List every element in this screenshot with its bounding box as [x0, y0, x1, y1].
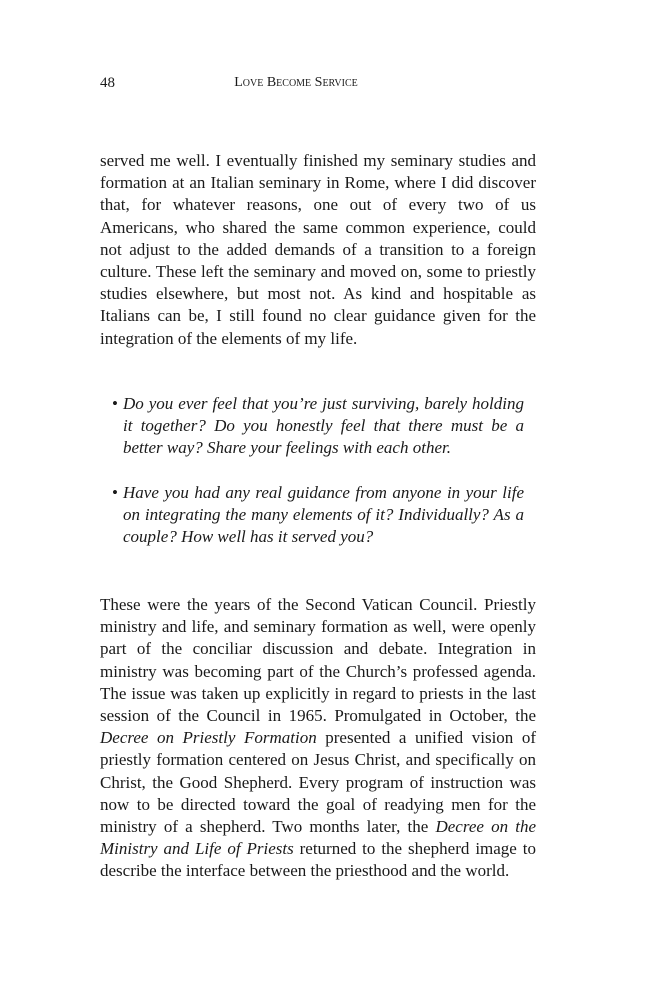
page-header: [100, 75, 536, 95]
decree-title: Decree on the Ministry and Life of Priests: [100, 817, 536, 859]
paragraph-2-text: These were the years of the Second Vatican Council. Priestly ministry and life, and seminary formation as well, were openly part of the conciliar discussion and debate. Integration in ministry was becoming part of the Church’s professed agenda. The issue was taken up explicitly in regard to priests in the last session of the Council in 1965. Promulgated in October, the: [100, 595, 536, 726]
question-text: Have you had any real guidance from anyone in your life on integrating the many elements of it? Individually? As a couple? How well has it served you?: [123, 482, 524, 547]
paragraph-2-text: presented a unified vision of priestly formation centered on Jesus Christ, and specifically on Christ, the Good Shepherd. Every program of instruction was now to be directed toward the goal of readying men for the ministry of a shepherd. Two months later, the: [100, 728, 537, 837]
paragraph-2: [100, 594, 536, 883]
page-number: 48: [100, 75, 115, 91]
paragraph-2-text: returned to the shepherd image to describe the interface between the priesthood and the world.: [100, 839, 536, 881]
decree-title: Decree on Priestly Formation: [100, 728, 317, 748]
list-item: [112, 482, 524, 549]
reflection-questions: [112, 393, 524, 570]
bullet-icon: •: [112, 394, 118, 413]
running-head: Love Become Service: [234, 75, 358, 90]
paragraph-1: served me well. I eventually finished my seminary studies and formation at an Italian seminary in Rome, where I did discover that, for whatever reasons, one out of every two of us Americans, who shared the same common experience, could not adjust to the added demands of a transition to a foreign culture. These left the seminary and moved on, some to priestly studies elsewhere, but most not. As kind and hospitable as Italians can be, I still found no clear guidance given for the integration of the elements of my life.: [100, 151, 536, 348]
list-item: [112, 393, 524, 460]
question-text: Do you ever feel that you’re just surviving, barely holding it together? Do you honestly feel that there must be a better way? Share your feelings with each other.: [123, 394, 524, 458]
bullet-icon: •: [112, 482, 118, 502]
